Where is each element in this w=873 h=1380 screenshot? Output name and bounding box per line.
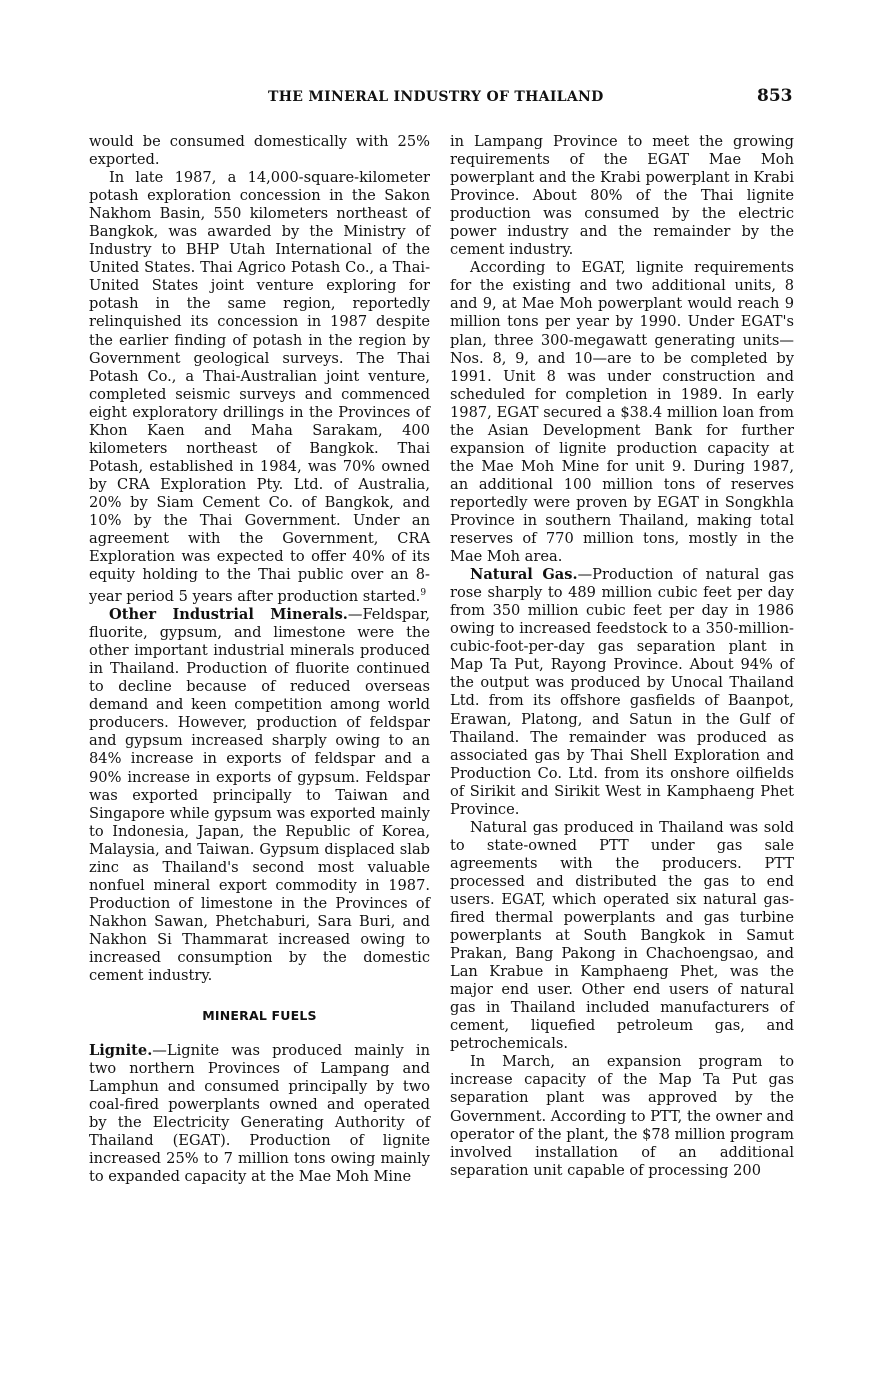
right-column [450,133,794,1180]
paragraph: would be consumed domestically with 25% exported. [89,133,430,169]
page-number: 853 [757,86,793,106]
paragraph-potash [89,169,430,606]
subsection-heading: Natural Gas. [470,566,578,584]
paragraph: According to EGAT, lignite requirements for the existing and two additional units, 8 and 9, at Mae Moh powerplant would reach 9 million tons per year by 1990. Under EGAT's plan, three 300-megawatt generating units—Nos. 8, 9, and 10—are to be completed by 1991. Unit 8 was under construction and scheduled for completion in 1989. In early 1987, EGAT secured a $38.4 million loan from the Asian Development Bank for further expansion of lignite production capacity at the Mae Moh Mine for unit 9. During 1987, an additional 100 million tons of reserves reportedly were proven by EGAT in Songkhla Province in southern Thailand, making total reserves of 770 million tons, mostly in the Mae Moh area. [450,259,794,566]
paragraph: Natural gas produced in Thailand was sold to state-owned PTT under gas sale agreements with the producers. PTT processed and distributed the gas to end users. EGAT, which operated six natural gas-fired thermal powerplants and gas turbine powerplants at South Bangkok in Samut Prakan, Bang Pakong in Chachoengsao, and Lan Krabue in Kamphaeng Phet, was the major end user. Other end users of natural gas in Thailand included manufacturers of cement, liquefied petroleum gas, and petrochemicals. [450,818,794,1053]
em-dash: — [152,1042,167,1060]
em-dash: — [577,566,593,584]
paragraph-lignite [89,1042,430,1186]
left-column [89,133,430,1186]
em-dash: — [347,606,363,624]
paragraph-text: Production of natural gas rose sharply to 489 million cubic feet per day from 350 million cubic feet per day in 1986 owing to increased feedstock to a 350-million-cubic-foot-per-day gas separation plant in Map Ta Put, Rayong Province. About 94% of the output was produced by Unocal Thailand Ltd. from its offshore gasfields of Baanpot, Erawan, Platong, and Satun in the Gulf of Thailand. The remainder was produced as associated gas by Thai Shell Exploration and Production Co. Ltd. from its onshore oilfields of Sirikit and Sirikit West in Kamphaeng Phet Province. [450,566,794,818]
paragraph-text: Lignite was produced mainly in two northern Provinces of Lampang and Lamphun and consumed principally by two coal-fired powerplants owned and operated by the Electricity Generating Authority of Thailand (EGAT). Production of lignite increased 25% to 7 million tons owing mainly to expanded capacity at the Mae Moh Mine [89,1042,430,1186]
section-heading: MINERAL FUELS [202,1008,317,1024]
footnote-marker: 9 [420,588,427,599]
paragraph-natural-gas [450,566,794,819]
paragraph: In March, an expansion program to increase capacity of the Map Ta Put gas separation plant was approved by the Government. According to PTT, the owner and operator of the plant, the $78 million program involved installation of an additional separation unit capable of processing 200 [450,1053,794,1179]
subsection-heading: Lignite. [89,1042,153,1060]
subsection-heading: Other Industrial Minerals. [109,606,348,624]
paragraph-industrial-minerals [89,606,430,985]
running-title: THE MINERAL INDUSTRY OF THAILAND [268,89,604,105]
paragraph: in Lampang Province to meet the growing requirements of the EGAT Mae Moh powerplant and the Krabi powerplant in Krabi Province. About 80% of the Thai lignite production was consumed by the electric power industry and the remainder by the cement industry. [450,133,794,259]
paragraph-text: In late 1987, a 14,000-square-kilometer potash exploration concession in the Sakon Nakhom Basin, 550 kilometers northeast of Bangkok, was awarded by the Ministry of Industry to BHP Utah International of the United States. Thai Agrico Potash Co., a Thai-United States joint venture exploring for potash in the same region, reportedly relinquished its concession in 1987 despite the earlier finding of potash in the region by Government geological surveys. The Thai Potash Co., a Thai-Australian joint venture, completed seismic surveys and commenced eight exploratory drillings in the Provinces of Khon Kaen and Maha Sarakam, 400 kilometers northeast of Bangkok. Thai Potash, established in 1984, was 70% owned by CRA Exploration Pty. Ltd. of Australia, 20% by Siam Cement Co. of Bangkok, and 10% by the Thai Government. Under an agreement with the Government, CRA Exploration was expected to offer 40% of its equity holding to the Thai public over an 8-year period 5 years after production started. [89,169,430,606]
paragraph-text: Feldspar, fluorite, gypsum, and limestone were the other important industrial minerals produced in Thailand. Production of fluorite continued to decline because of reduced overseas demand and keen competition among world producers. However, production of feldspar and gypsum increased sharply owing to an 84% increase in exports of feldspar and a 90% increase in exports of gypsum. Feldspar was exported principally to Taiwan and Singapore while gypsum was exported mainly to Indonesia, Japan, the Republic of Korea, Malaysia, and Taiwan. Gypsum displaced slab zinc as Thailand's second most valuable nonfuel mineral export commodity in 1987. Production of limestone in the Provinces of Nakhon Sawan, Phetchaburi, Sara Buri, and Nakhon Si Thammarat increased owing to increased consumption by the domestic cement industry. [89,606,430,985]
